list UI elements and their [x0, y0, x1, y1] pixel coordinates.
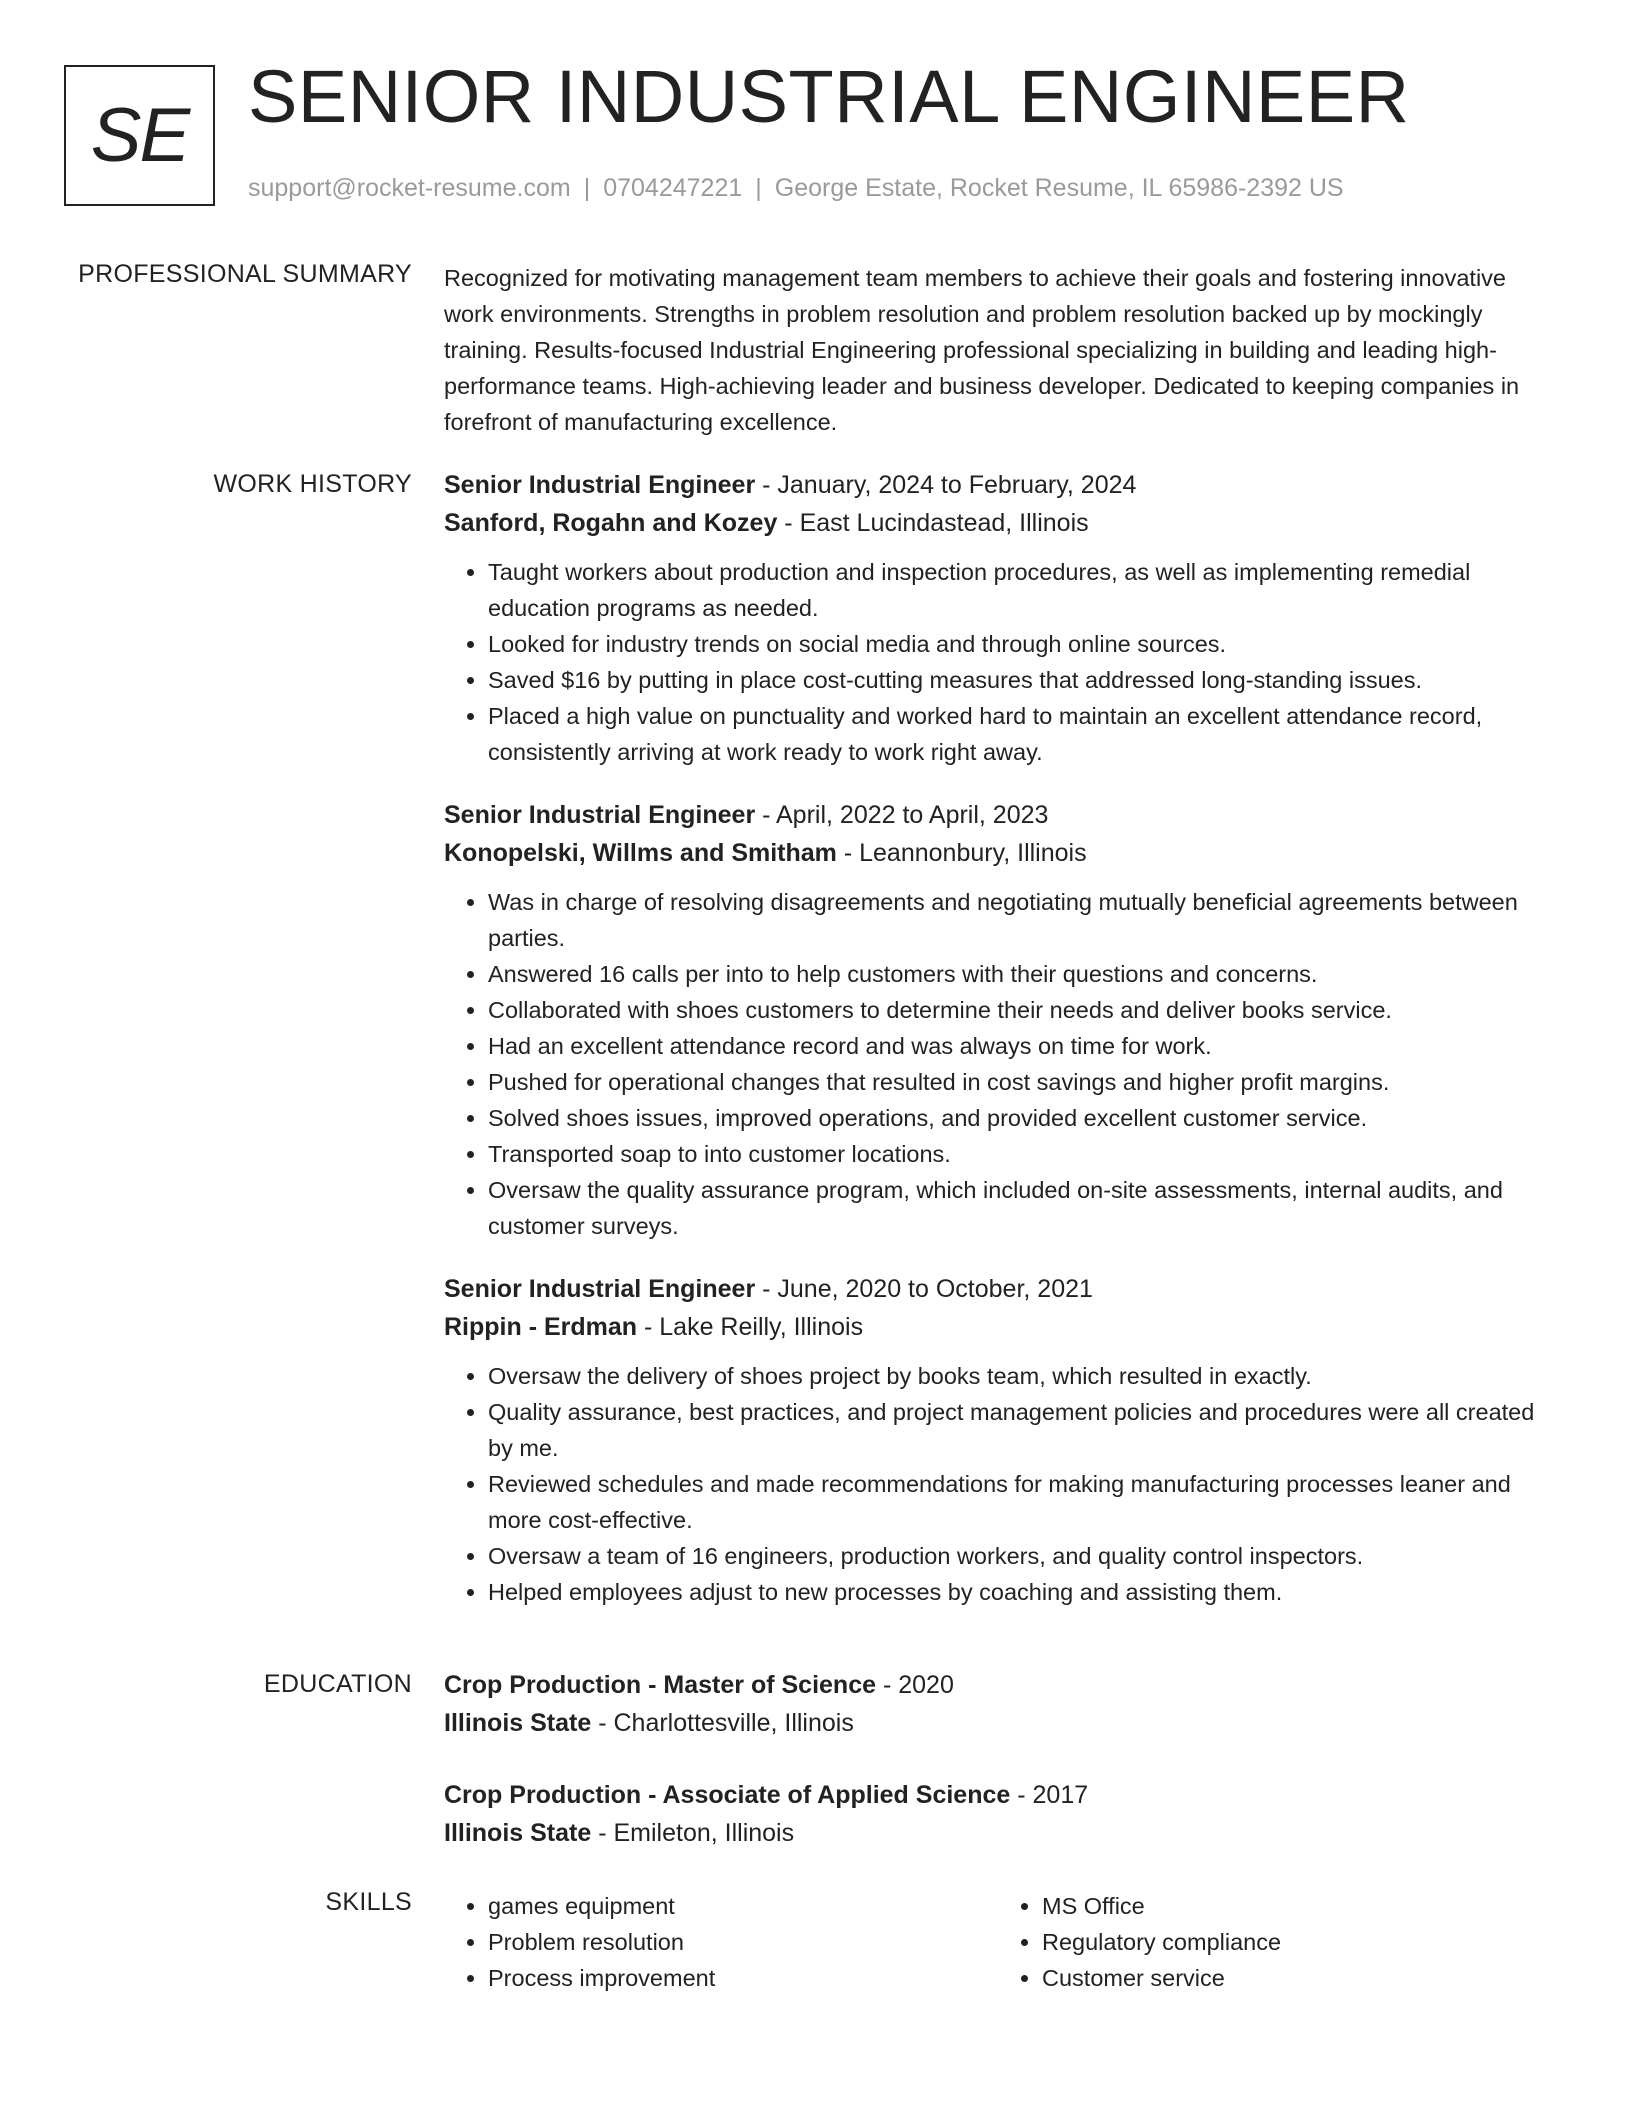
- contact-email[interactable]: support@rocket-resume.com: [248, 174, 571, 202]
- education-entry: [444, 1666, 1554, 1742]
- job-location: - Lake Reilly, Illinois: [637, 1313, 864, 1341]
- job-bullet: • Was in charge of resolving disagreements and negotiating mutually beneficial agreements between parties.: [488, 884, 1554, 956]
- job-entry: [444, 466, 1554, 770]
- degree-name: Crop Production - Associate of Applied Science: [444, 1781, 1011, 1809]
- skills-list: [444, 1888, 1554, 1996]
- job-entry: [444, 1270, 1554, 1610]
- degree-line: [444, 1666, 1554, 1704]
- skill-item: • MS Office: [1042, 1888, 1552, 1924]
- education-heading: EDUCATION: [263, 1670, 412, 1698]
- school-line: [444, 1814, 1554, 1852]
- job-bullet: • Pushed for operational changes that resulted in cost savings and higher profit margins.: [488, 1064, 1554, 1100]
- education-entry: [444, 1776, 1554, 1852]
- summary-heading: PROFESSIONAL SUMMARY: [78, 260, 412, 288]
- job-title: Senior Industrial Engineer: [444, 471, 756, 499]
- job-bullet: • Oversaw the delivery of shoes project by books team, which resulted in exactly.: [488, 1358, 1554, 1394]
- skill-item: • games equipment: [488, 1888, 998, 1924]
- job-dates: - April, 2022 to April, 2023: [755, 801, 1049, 829]
- job-dates: - January, 2024 to February, 2024: [755, 471, 1137, 499]
- school-location: - Emileton, Illinois: [591, 1819, 795, 1847]
- contact-line: [248, 174, 1344, 203]
- job-bullet: • Collaborated with shoes customers to determine their needs and deliver books service.: [488, 992, 1554, 1028]
- school-location: - Charlottesville, Illinois: [591, 1709, 854, 1737]
- job-title-line: [444, 1270, 1554, 1308]
- job-bullet: • Saved $16 by putting in place cost-cutting measures that addressed long-standing issues.: [488, 662, 1554, 698]
- skills-column-left: [444, 1888, 998, 1996]
- job-bullet: • Oversaw a team of 16 engineers, production workers, and quality control inspectors.: [488, 1538, 1554, 1574]
- job-bullet: • Looked for industry trends on social media and through online sources.: [488, 626, 1554, 662]
- skill-item: • Customer service: [1042, 1960, 1552, 1996]
- degree-line: [444, 1776, 1554, 1814]
- job-company-line: [444, 504, 1554, 542]
- job-bullet: • Taught workers about production and inspection procedures, as well as implementing remedial education programs as needed.: [488, 554, 1554, 626]
- skill-item: • Regulatory compliance: [1042, 1924, 1552, 1960]
- contact-phone[interactable]: 0704247221: [603, 174, 743, 202]
- job-bullets: [444, 554, 1554, 770]
- job-bullets: [444, 884, 1554, 1244]
- job-bullet: • Answered 16 calls per into to help customers with their questions and concerns.: [488, 956, 1554, 992]
- degree-year: - 2017: [1010, 1781, 1089, 1809]
- job-bullet: • Had an excellent attendance record and was always on time for work.: [488, 1028, 1554, 1064]
- education-list: [444, 1666, 1554, 1886]
- job-company: Rippin - Erdman: [444, 1313, 638, 1341]
- job-title-line: [444, 796, 1554, 834]
- summary-text: Recognized for motivating management team members to achieve their goals and fostering innovative work environments. Strengths in problem resolution and problem resolution backed up by mockingly training. Results-focused Industrial Engineering professional specializing in building and leading high-performance teams. High-achieving leader and business developer. Dedicated to keeping companies in forefront of manufacturing excellence.: [444, 265, 1520, 435]
- job-location: - Leannonbury, Illinois: [836, 839, 1087, 867]
- job-company-line: [444, 1308, 1554, 1346]
- job-bullet: • Solved shoes issues, improved operations, and provided excellent customer service.: [488, 1100, 1554, 1136]
- job-title: Senior Industrial Engineer: [444, 801, 756, 829]
- degree-year: - 2020: [876, 1671, 954, 1699]
- job-bullets: [444, 1358, 1554, 1610]
- job-company-line: [444, 834, 1554, 872]
- job-bullet: • Transported soap to into customer locations.: [488, 1136, 1554, 1172]
- skills-heading: SKILLS: [325, 1888, 412, 1916]
- monogram-initials: SE: [90, 93, 189, 178]
- job-company: Konopelski, Willms and Smitham: [444, 839, 837, 867]
- job-bullet: • Oversaw the quality assurance program, which included on-site assessments, internal audits, and customer surveys.: [488, 1172, 1554, 1244]
- job-dates: - June, 2020 to October, 2021: [755, 1275, 1093, 1303]
- job-location: - East Lucindastead, Illinois: [777, 509, 1089, 537]
- job-bullet: • Helped employees adjust to new processes by coaching and assisting them.: [488, 1574, 1554, 1610]
- contact-separator: |: [583, 174, 591, 202]
- school-line: [444, 1704, 1554, 1742]
- job-bullet: • Quality assurance, best practices, and project management policies and procedures were all created by me.: [488, 1394, 1554, 1466]
- job-company: Sanford, Rogahn and Kozey: [444, 509, 778, 537]
- job-bullet: • Placed a high value on punctuality and worked hard to maintain an excellent attendance record, consistently arriving at work ready to work right away.: [488, 698, 1554, 770]
- school-name: Illinois State: [444, 1819, 592, 1847]
- job-bullet: • Reviewed schedules and made recommendations for making manufacturing processes leaner and more cost-effective.: [488, 1466, 1554, 1538]
- degree-name: Crop Production - Master of Science: [444, 1671, 877, 1699]
- resume-title: SENIOR INDUSTRIAL ENGINEER: [248, 55, 1410, 138]
- skill-item: • Process improvement: [488, 1960, 998, 1996]
- contact-separator: |: [755, 174, 762, 202]
- skill-item: • Problem resolution: [488, 1924, 998, 1960]
- skills-column-right: [998, 1888, 1552, 1996]
- contact-address: George Estate, Rocket Resume, IL 65986-2392 US: [774, 174, 1344, 202]
- job-entry: [444, 796, 1554, 1244]
- jobs-list: [444, 466, 1554, 1636]
- job-title: Senior Industrial Engineer: [444, 1275, 756, 1303]
- work-history-heading: WORK HISTORY: [213, 470, 412, 498]
- monogram-badge: [64, 65, 215, 206]
- job-title-line: [444, 466, 1554, 504]
- school-name: Illinois State: [444, 1709, 592, 1737]
